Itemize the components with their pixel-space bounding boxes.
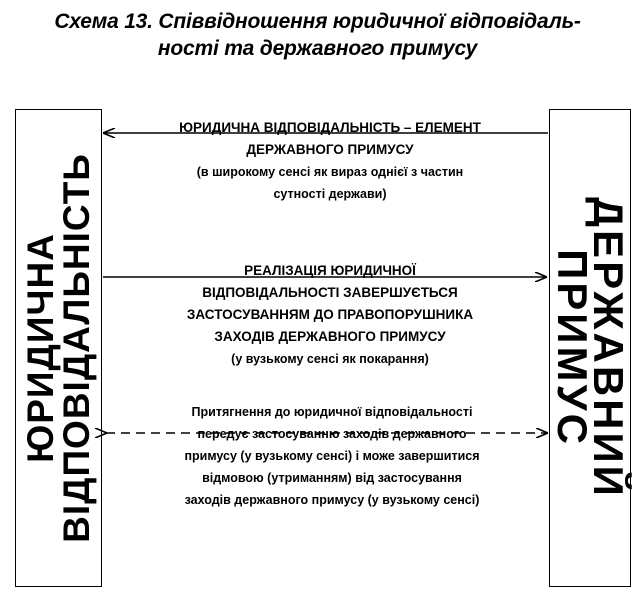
state-coercion-line-2: ПРИМУС (549, 249, 596, 447)
block3-line-4: відмовою (утриманням) від застосування (202, 471, 462, 485)
legal-liability-line-1: ЮРИДИЧНА (19, 233, 61, 463)
title-line-1: Схема 13. Співвідношення юридичної відповідаль- (54, 10, 581, 33)
block3-line-5: заходів державного примусу (у вузькому сенсі) (184, 493, 480, 507)
block2-line-1: РЕАЛІЗАЦІЯ ЮРИДИЧНОЇ (244, 263, 416, 278)
state-coercion-line-1: ДЕРЖАВНИЙ (585, 197, 632, 499)
block3-line-3: примусу (у вузькому сенсі) і може завершитися (184, 449, 480, 463)
liability-realization-text (110, 260, 550, 370)
bringing-to-liability-text (112, 401, 552, 511)
block2-line-2: ВІДПОВІДАЛЬНОСТІ ЗАВЕРШУЄТЬСЯ (202, 285, 458, 300)
block1-line-4: сутності держави) (273, 187, 387, 201)
block3-line-2: передує застосуванню заходів державного (197, 427, 467, 441)
block1-line-3: (в широкому сенсі як вираз однієї з частин (196, 165, 464, 179)
block3-line-1: Притягнення до юридичної відповідальності (191, 405, 473, 419)
block2-line-3: ЗАСТОСУВАННЯМ ДО ПРАВОПОРУШНИКА (186, 307, 474, 322)
block2-line-5: (у вузькому сенсі як покарання) (231, 352, 429, 366)
block1-line-1: ЮРИДИЧНА ВІДПОВІДАЛЬНІСТЬ – ЕЛЕМЕНТ (179, 120, 481, 135)
liability-element-of-coercion-text (120, 117, 540, 205)
block2-line-4: ЗАХОДІВ ДЕРЖАВНОГО ПРИМУСУ (214, 329, 446, 344)
title-line-2: ності та державного примусу (157, 37, 478, 60)
legal-liability-line-2: ВІДПОВІДАЛЬНІСТЬ (55, 153, 97, 543)
block1-line-2: ДЕРЖАВНОГО ПРИМУСУ (246, 142, 414, 157)
